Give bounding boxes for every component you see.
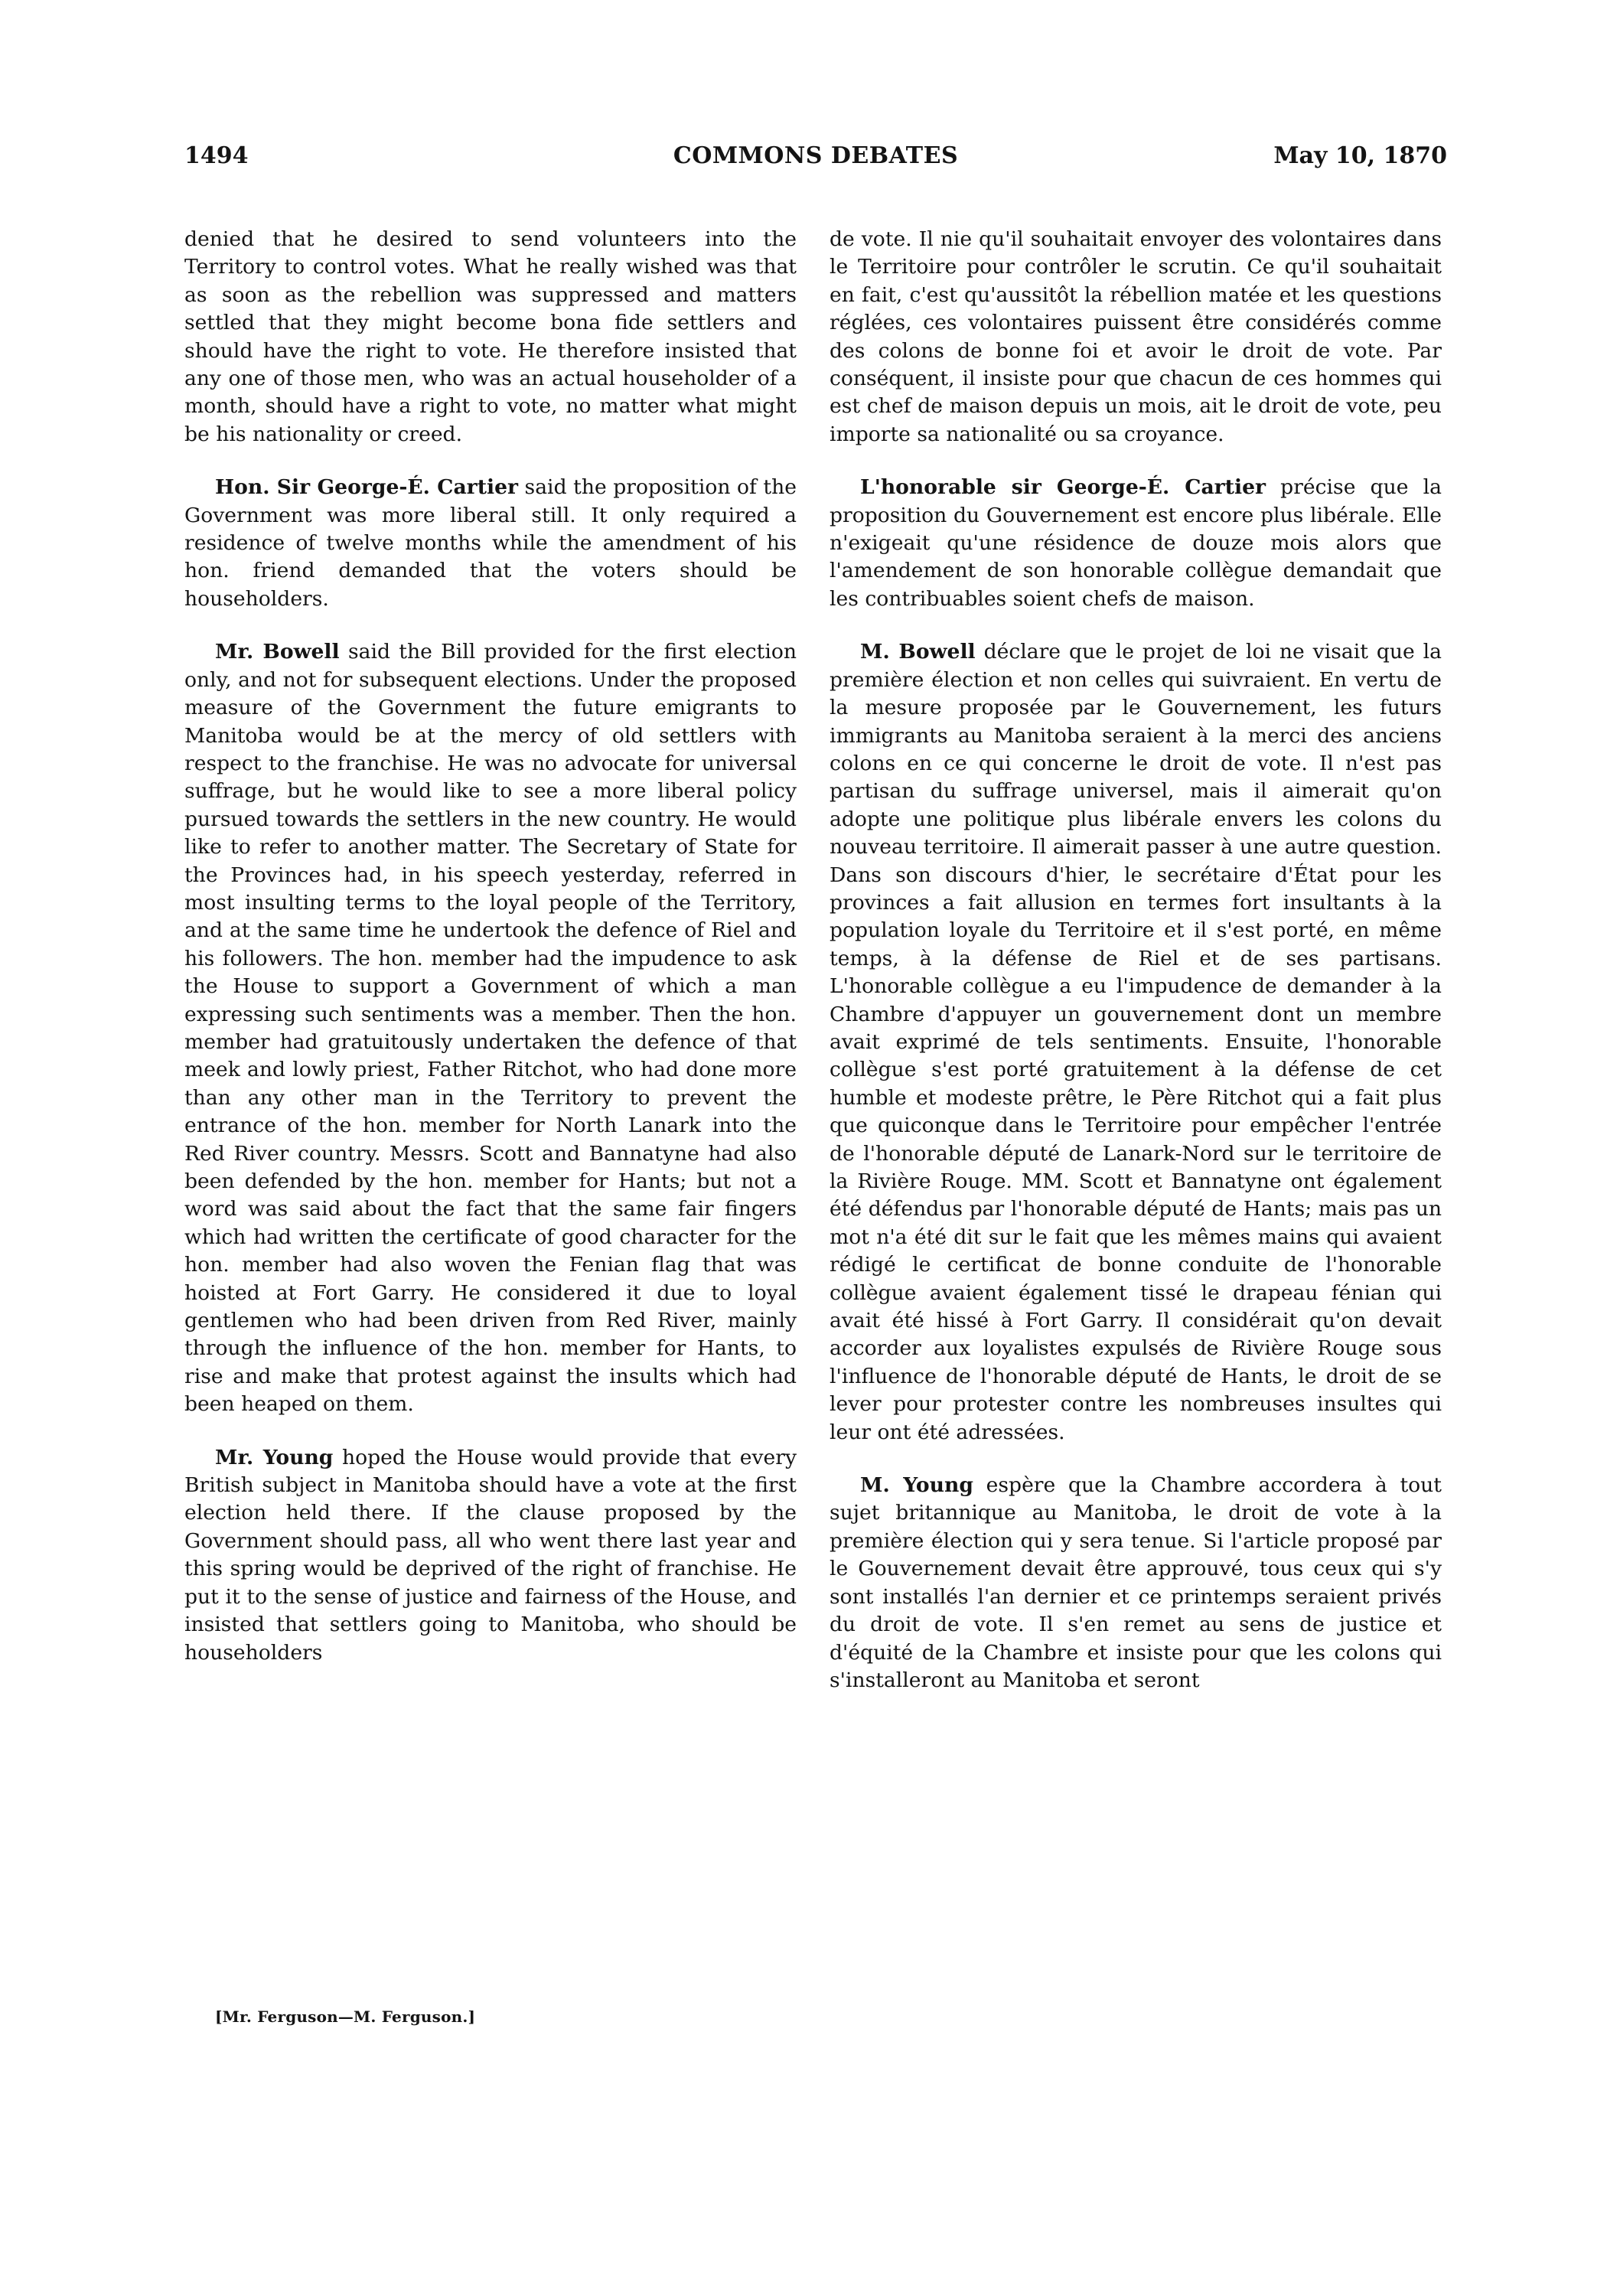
english-paragraph-continued: denied that he desired to send volunteers into the Territory to control votes. What he really wished was that as soon as the rebellion was suppressed and matters settled that they might become bona fide settlers and should have the right to vote. He therefore insisted that any one of those men, who was an actual householder of a month, should have a right to vote, no matter what might be his nationality or creed. xyxy=(184,227,797,446)
english-paragraph-cartier xyxy=(184,474,797,613)
french-paragraph-cartier xyxy=(830,474,1442,613)
speech-text: déclare que le projet de loi ne visait que la première élection et non celles qui suivraient. En vertu de la mesure proposée par le Gouvernement, les futurs immigrants au Manitoba seraient à la merci des anciens colons en ce qui concerne le droit de vote. Il n'est pas partisan du suffrage universel, mais il aimerait qu'on adopte une politique plus libérale envers les colons du nouveau territoire. Il aimerait passer à une autre question. Dans son discours d'hier, le secrétaire d'État pour les provinces a fait allusion en termes fort insultants à la population loyale du Territoire et il s'est porté, en même temps, à la défense de Riel et de ses partisans. L'honorable collègue a eu l'impudence de demander à la Chambre d'appuyer un gouvernement dont un membre avait exprimé de tels sentiments. Ensuite, l'honorable collègue s'est porté gratuitement à la défense de cet humble et modeste prêtre, le Père Ritchot qui a fait plus que quiconque dans le Territoire pour empêcher l'entrée de l'honorable député de Lanark-Nord sur le territoire de la Rivière Rouge. MM. Scott et Bannatyne ont également été défendus par l'honorable député de Hants; mais pas un mot n'a été dit sur le fait que les mêmes mains qui avaient rédigé le certificat de bonne conduite de l'honorable collègue avaient également tissé le drapeau fénian qui avait été hissé à Fort Garry. Il considérait qu'on devait accorder aux loyalistes expulsés de Rivière Rouge sous l'influence de l'honorable député de Hants, le droit de se lever pour protester contre les nombreuses insultes qui leur ont été adressées. xyxy=(830,640,1442,1444)
speaker-name: L'honorable sir George-É. Cartier xyxy=(860,475,1266,500)
running-title: COMMONS DEBATES xyxy=(673,142,959,169)
page-header xyxy=(184,142,1447,181)
french-paragraph-continued: de vote. Il nie qu'il souhaitait envoyer des volontaires dans le Territoire pour contrôler le scrutin. Ce qu'il souhaitait en fait, c'est qu'aussitôt la rébellion matée et les questions réglées, ces volontaires puissent être considérés comme des colons de bonne foi et avoir le droit de vote. Par conséquent, il insiste pour que chacun de ces hommes qui est chef de maison depuis un mois, ait le droit de vote, peu importe sa nationalité ou sa croyance. xyxy=(830,227,1442,446)
english-column xyxy=(184,226,797,1692)
french-paragraph-young xyxy=(830,1472,1442,1694)
english-paragraph-bowell xyxy=(184,638,797,1418)
english-paragraph-young xyxy=(184,1444,797,1667)
footnote: [Mr. Ferguson—M. Ferguson.] xyxy=(215,2007,476,2026)
speech-text: espère que la Chambre accordera à tout sujet britannique au Manitoba, le droit de vote à la première élection qui y sera tenue. Si l'article proposé par le Gouvernement devait être approuvé, tous ceux qui s'y sont installés l'an dernier et ce printemps seraient privés du droit de vote. Il s'en remet au sens de justice et d'équité de la Chambre et insiste pour que les colons qui s'installeront au Manitoba et seront xyxy=(830,1473,1442,1692)
french-column xyxy=(830,226,1442,1720)
speech-text: hoped the House would provide that every British subject in Manitoba should have a vote at the first election held there. If the clause proposed by the Government should pass, all who went there last year and this spring would be deprived of the right of franchise. He put it to the sense of justice and fairness of the House, and insisted that settlers going to Manitoba, who should be householders xyxy=(184,1445,797,1665)
speech-text: said the Bill provided for the first election only, and not for subsequent elections. Under the proposed measure of the Government the future emigrants to Manitoba would be at the mercy of old settlers with respect to the franchise. He was no advocate for universal suffrage, but he would like to see a more liberal policy pursued towards the settlers in the new country. He would like to refer to another matter. The Secretary of State for the Provinces had, in his speech yesterday, referred in most insulting terms to the loyal people of the Territory, and at the same time he undertook the defence of Riel and his followers. The hon. member had the impudence to ask the House to support a Government of which a man expressing such sentiments was a member. Then the hon. member had gratuitously undertaken the defence of that meek and lowly priest, Father Ritchot, who had done more than any other man in the Territory to prevent the entrance of the hon. member for North Lanark into the Red River country. Messrs. Scott and Bannatyne had also been defended by the hon. member for Hants; but not a word was said about the fact that the same fair fingers which had written the certificate of good character for the hon. member had also woven the Fenian flag that was hoisted at Fort Garry. He considered it due to loyal gentlemen who had been driven from Red River, mainly through the influence of the hon. member for Hants, to rise and make that protest against the insults which had been heaped on them. xyxy=(184,640,797,1417)
speaker-name: Mr. Young xyxy=(215,1445,334,1469)
speaker-name: M. Bowell xyxy=(860,640,976,664)
french-paragraph-bowell xyxy=(830,638,1442,1446)
page-date: May 10, 1870 xyxy=(1273,142,1447,169)
speaker-name: Hon. Sir George-É. Cartier xyxy=(215,475,519,500)
speech-text: said the proposition of the Government was more liberal still. It only required a residence of twelve months while the amendment of his hon. friend demanded that the voters should be householders. xyxy=(184,475,797,611)
speaker-name: Mr. Bowell xyxy=(215,640,340,664)
speaker-name: M. Young xyxy=(860,1473,973,1498)
page-number: 1494 xyxy=(184,142,249,169)
speech-text: précise que la proposition du Gouvernement est encore plus libérale. Elle n'exigeait qu'une résidence de douze mois alors que l'amendement de son honorable collègue demandait que les contribuables soient chefs de maison. xyxy=(830,475,1442,611)
